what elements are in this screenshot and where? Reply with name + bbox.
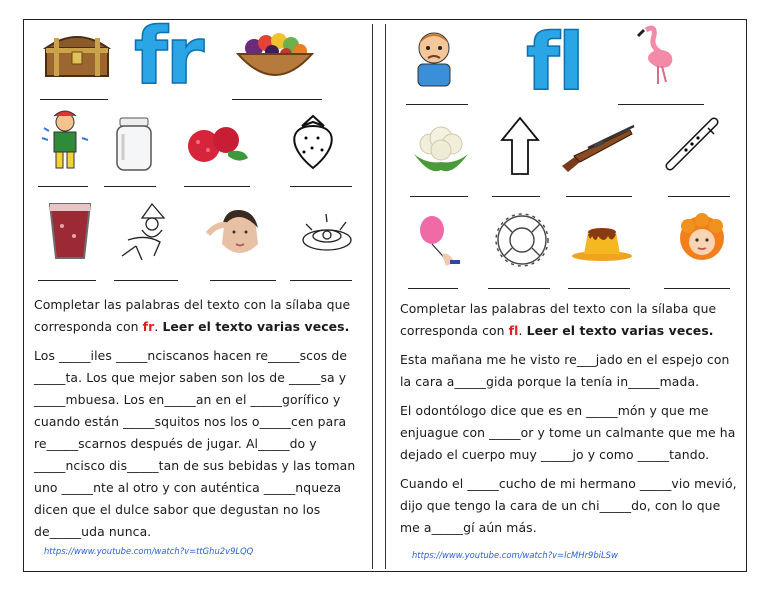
text-line: El odontólogo dice que es en _____món y que me bbox=[400, 403, 709, 418]
text-line: Los _____iles _____nciscanos hacen re_____scos de bbox=[34, 348, 348, 363]
text-line: me a_____gí aún más. bbox=[400, 520, 537, 535]
answer-blank[interactable] bbox=[566, 196, 632, 197]
text-line: enjuague con _____or y tome un calmante que me ha bbox=[400, 425, 736, 440]
answer-blank[interactable] bbox=[568, 288, 630, 289]
text-line: Cuando el _____cucho de mi hermano _____vio mevió, bbox=[400, 476, 737, 491]
cauliflower-icon bbox=[410, 120, 472, 176]
fruit-bowl-icon bbox=[232, 26, 318, 84]
instruction-bold: Leer el texto varias veces. bbox=[162, 319, 350, 334]
answer-blank[interactable] bbox=[184, 186, 250, 187]
answer-blank[interactable] bbox=[290, 186, 352, 187]
balloon-icon bbox=[410, 212, 464, 268]
flute-icon bbox=[664, 116, 722, 172]
curly-girl-icon bbox=[676, 210, 728, 268]
text-line: de_____uda nunca. bbox=[34, 524, 152, 539]
answer-blank[interactable] bbox=[210, 280, 276, 281]
center-divider bbox=[372, 24, 386, 569]
answer-blank[interactable] bbox=[290, 280, 352, 281]
text-line: dijo que tengo la cara de un chi_____do, con lo que bbox=[400, 498, 721, 513]
answer-blank[interactable] bbox=[104, 186, 156, 187]
glass-jar-icon bbox=[112, 116, 156, 172]
syllable-heading: fr bbox=[134, 12, 203, 102]
answer-blank[interactable] bbox=[668, 196, 730, 197]
text-line: Esta mañana me he visto re___jado en el espejo con bbox=[400, 352, 730, 367]
syllable-heading: fl bbox=[526, 18, 583, 108]
life-ring-icon bbox=[494, 212, 550, 268]
answer-blank[interactable] bbox=[410, 196, 468, 197]
youtube-link[interactable]: https://www.youtube.com/watch?v=lcMHr9biLSw bbox=[412, 550, 618, 560]
strawberry-icon bbox=[282, 112, 344, 172]
raspberry-icon bbox=[180, 118, 250, 170]
cold-kid-icon bbox=[38, 108, 92, 172]
fill-in-text bbox=[34, 345, 372, 543]
thin-boy-icon bbox=[404, 26, 464, 88]
answer-blank[interactable] bbox=[664, 288, 730, 289]
text-line: dicen que el dulce sabor que degustan no los bbox=[34, 502, 321, 517]
text-line: _____ta. Los que mejor saben son los de _____sa y bbox=[34, 370, 347, 385]
woman-forehead-icon bbox=[204, 204, 274, 260]
fried-egg-sketch-icon bbox=[298, 208, 356, 258]
paragraph-1 bbox=[400, 349, 742, 393]
answer-blank[interactable] bbox=[488, 288, 550, 289]
text-line: cuando están _____squitos nos los o_____cen para bbox=[34, 414, 347, 429]
answer-blank[interactable] bbox=[406, 104, 468, 105]
arrow-icon bbox=[500, 116, 540, 176]
youtube-link[interactable]: https://www.youtube.com/watch?v=ttGhu2v9LQQ bbox=[44, 546, 254, 556]
text-line: uno _____nte al otro y con auténtica _____nqueza bbox=[34, 480, 342, 495]
answer-blank[interactable] bbox=[618, 104, 704, 105]
instruction-syllable: fr bbox=[142, 319, 155, 334]
soft-drink-icon bbox=[44, 200, 96, 262]
flamingo-icon bbox=[630, 22, 682, 86]
witch-sketch-icon bbox=[112, 200, 182, 264]
rifle-icon bbox=[558, 122, 638, 174]
paragraph-3 bbox=[400, 473, 742, 539]
instruction-syllable: fl bbox=[508, 323, 519, 338]
text-line: _____ncisco dis_____tan de sus bebidas y las toman bbox=[34, 458, 356, 473]
paragraph-2 bbox=[400, 400, 742, 466]
instruction-bold: Leer el texto varias veces. bbox=[526, 323, 714, 338]
text-line: re_____scarnos después de jugar. Al_____do y bbox=[34, 436, 317, 451]
text-line: _____mbuesa. Los en_____an en el _____gorífico y bbox=[34, 392, 341, 407]
answer-blank[interactable] bbox=[114, 280, 178, 281]
answer-blank[interactable] bbox=[232, 99, 322, 100]
text-line: dejado el cuerpo muy _____jo y como _____tando. bbox=[400, 447, 710, 462]
flan-icon bbox=[570, 220, 634, 262]
answer-blank[interactable] bbox=[38, 280, 96, 281]
answer-blank[interactable] bbox=[40, 99, 108, 100]
treasure-chest-icon bbox=[40, 26, 114, 78]
answer-blank[interactable] bbox=[38, 186, 88, 187]
answer-blank[interactable] bbox=[492, 196, 540, 197]
answer-blank[interactable] bbox=[408, 288, 458, 289]
instruction-text: Completar las palabras del texto con la sílaba que corresponda con fl. Leer el texto varias veces. bbox=[400, 301, 717, 338]
instruction-text: Completar las palabras del texto con la sílaba que corresponda con fr. Leer el texto varias veces. bbox=[34, 297, 351, 334]
text-line: la cara a_____gida porque la tenía in_____mada. bbox=[400, 374, 700, 389]
